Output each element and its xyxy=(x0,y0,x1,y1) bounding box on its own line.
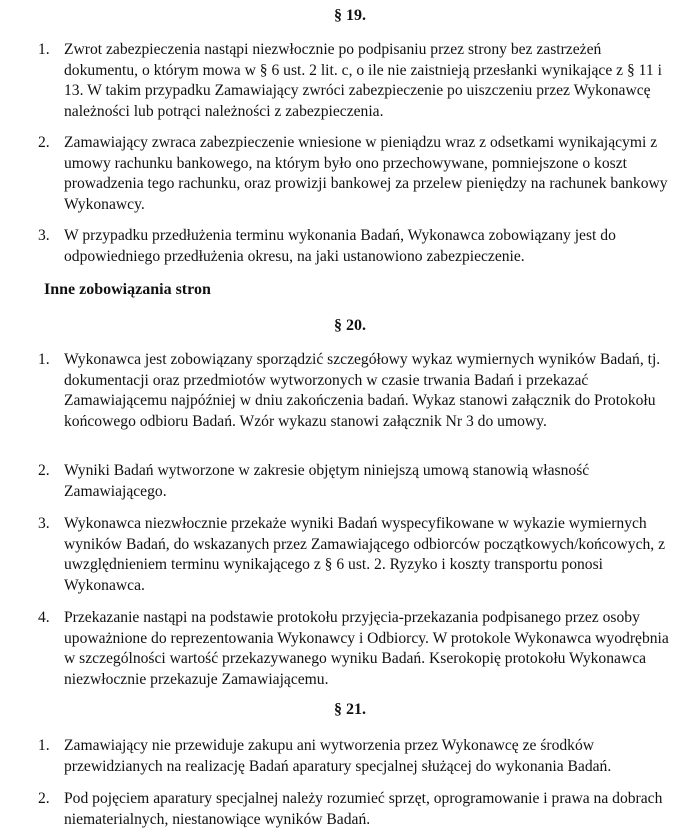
item-number: 1. xyxy=(38,41,50,58)
item-number: 2. xyxy=(38,462,50,479)
item-text: W przypadku przedłużenia terminu wykonania Badań, Wykonawca zobowiązany jest do odpowiedniego przedłużenia okresu, na jaki ustanowiono zabezpieczenie. xyxy=(64,227,616,265)
item-text: Zamawiający zwraca zabezpieczenie wniesione w pieniądzu wraz z odsetkami wynikającymi z umowy rachunku bankowego, na którym było ono przechowywane, pomniejszone o koszt prowadzenia tego rachunku, oraz prowizji bankowej za przelew pieniędzy na rachunek bankowy Wykonawcy. xyxy=(64,134,668,214)
item-text: Wyniki Badań wytworzone w zakresie objętym niniejszą umową stanowią własność Zamawiającego. xyxy=(64,462,590,500)
item-number: 4. xyxy=(38,609,50,626)
item-number: 3. xyxy=(38,227,50,244)
item-text: Wykonawca jest zobowiązany sporządzić szczegółowy wykaz wymiernych wyników Badań, tj. dokumentacji oraz przedmiotów wytworzonych w czasie trwania Badań i przekazać Zamawiającemu najpóźniej w dniu zakończenia badań. Wykaz stanowi załącznik do Protokołu końcowego odbioru Badań. Wzór wykazu stanowi załącznik Nr 3 do umowy. xyxy=(64,351,661,431)
section-heading-21: § 21. xyxy=(334,701,366,718)
item-number: 1. xyxy=(38,737,50,754)
item-text: Pod pojęciem aparatury specjalnej należy rozumieć sprzęt, oprogramowanie i prawa na dobrach niematerialnych, niestanowiące wyników Badań. xyxy=(64,790,663,828)
item-number: 2. xyxy=(38,790,50,807)
item-number: 1. xyxy=(38,351,50,368)
section-heading-19: § 19. xyxy=(334,7,366,24)
item-text: Zamawiający nie przewiduje zakupu ani wytworzenia przez Wykonawcę ze środków przewidzianych na realizację Badań aparatury specjalnej służącej do wykonania Badań. xyxy=(64,737,612,775)
item-text: Zwrot zabezpieczenia nastąpi niezwłocznie po podpisaniu przez strony bez zastrzeżeń dokumentu, o którym mowa w § 6 ust. 2 lit. c, o ile nie zaistnieją przesłanki wynikające z § 11 i 13. W takim przypadku Zamawiający zwróci zabezpieczenie po uiszczeniu przez Wykonawcę należności lub potrąci należności z zabezpieczenia. xyxy=(64,41,662,121)
section-title: Inne zobowiązania stron xyxy=(44,281,211,298)
item-number: 2. xyxy=(38,134,50,151)
item-number: 3. xyxy=(38,515,50,532)
item-text: Przekazanie nastąpi na podstawie protokołu przyjęcia-przekazania podpisanego przez osoby upoważnione do reprezentowania Wykonawcy i Odbiorcy. W protokole Wykonawca wyodrębnia w szczególności wartość przekazywanego wyniku Badań. Kserokopię protokołu Wykonawca niezwłocznie przekazuje Zamawiającemu. xyxy=(64,609,669,689)
section-heading-20: § 20. xyxy=(334,317,366,334)
item-text: Wykonawca niezwłocznie przekaże wyniki Badań wyspecyfikowane w wykazie wymiernych wyników Badań, do wskazanych przez Zamawiającego odbiorców początkowych/końcowych, z uwzględnieniem terminu wynikającego z § 6 ust. 2. Ryzyko i koszty transportu ponosi Wykonawca. xyxy=(64,515,666,595)
